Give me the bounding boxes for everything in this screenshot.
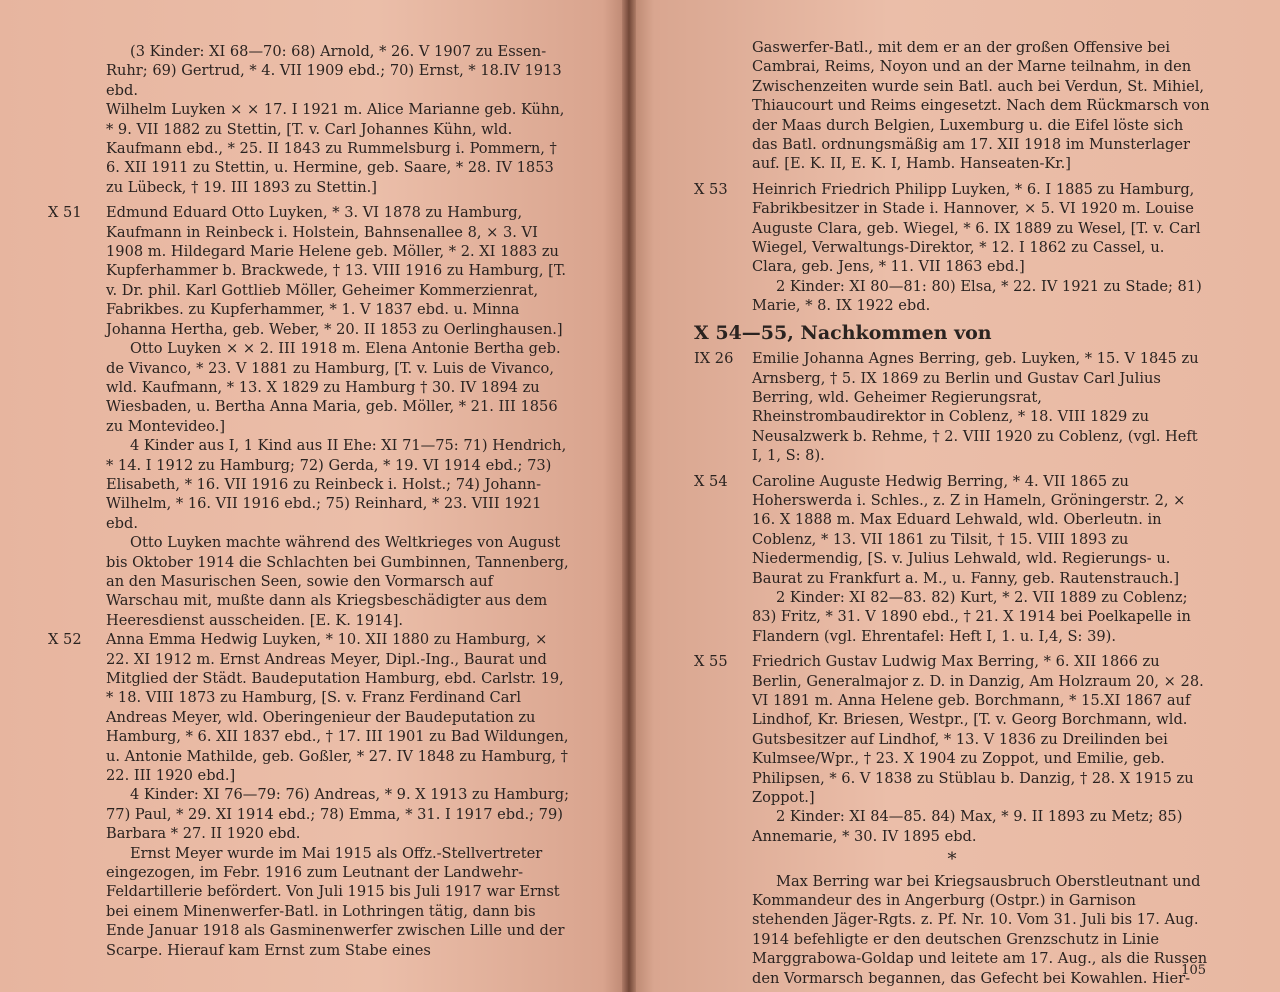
entry-x54 [694, 472, 1210, 588]
paragraph: Max Berring war bei Kriegsausbruch Oberstleutnant und Kommandeur des in Angerburg (Ostpr.) in Garnison stehenden Jäger-Rgts. z. Pf. Nr. 10. Vom 31. Juli bis 17. Aug. 1914 befehligte er den deutschen Grenzschutz in Linie Marggrabowa-Goldap und leitete am 17. Aug., als die Russen den Vormarsch begannen, das Gefecht bei Kowahlen. Hier- [752, 872, 1208, 987]
entry-text: Heinrich Friedrich Philipp Luyken, * 6. I 1885 zu Hamburg, Fabrikbesitzer in Stade i. Hannover, × 5. VI 1920 m. Louise Auguste Clara, geb. Wiegel, * 6. IX 1889 zu Wesel, [T. v. Carl Wiegel, Verwaltungs-Direktor, * 12. I 1862 zu Cassel, u. Clara, geb. Jens, * 11. VII 1863 ebd.] [752, 180, 1201, 276]
page-number: 105 [1181, 963, 1206, 978]
entry-text: Caroline Auguste Hedwig Berring, * 4. VII 1865 zu Hoherswerda i. Schles., z. Z in Hameln, Gröningerstr. 2, × 16. X 1888 m. Max Eduard Lehwald, wld. Oberleutn. in Coblenz, * 13. VII 1861 zu Tilsit, † 15. VIII 1893 zu Niedermendig, [S. v. Julius Lehwald, wld. Regierungs- u. Baurat zu Frankfurt a. M., u. Fanny, geb. Rautenstrauch.] [752, 472, 1186, 587]
paragraph: 2 Kinder: XI 82—83. 82) Kurt, * 2. VII 1889 zu Coblenz; 83) Fritz, * 31. V 1890 ebd., † 21. X 1914 bei Poelkapelle in Flandern (vgl. Ehrentafel: Heft I, 1. u. I,4, S: 39). [752, 588, 1191, 645]
paragraph: Wilhelm Luyken × × 17. I 1921 m. Alice Marianne geb. Kühn, * 9. VII 1882 zu Stettin, [T. v. Carl Johannes Kühn, wld. Kaufmann ebd., * 25. II 1843 zu Rummelsburg i. Pommern, † 6. XII 1911 zu Stettin, u. Hermine, geb. Saare, * 28. IV 1853 zu Lübeck, † 19. III 1893 zu Stettin.] [106, 101, 565, 196]
entry-x55 [694, 652, 1210, 807]
section-heading: X 54—55, Nachkommen von [694, 321, 992, 344]
entry-text: Anna Emma Hedwig Luyken, * 10. XII 1880 zu Hamburg, × 22. XI 1912 m. Ernst Andreas Meyer, Dipl.-Ing., Baurat und Mitglied der Städt. Baudeputation Hamburg, ebd. Carlstr. 19, * 18. VIII 1873 zu Hamburg, [S. v. Franz Ferdinand Carl Andreas Meyer, wld. Oberingenieur der Baudeputation zu Hamburg, * 6. XII 1837 ebd., † 17. III 1901 zu Bad Wildungen, u. Antonie Mathilde, geb. Goßler, * 27. IV 1848 zu Hamburg, † 22. III 1920 ebd.] [106, 631, 569, 785]
paragraph: Otto Luyken × × 2. III 1918 m. Elena Antonie Bertha geb. de Vivanco, * 23. V 1881 zu Hamburg, [T. v. Luis de Vivanco, wld. Kaufmann, * 13. X 1829 zu Hamburg † 30. IV 1894 zu Wiesbaden, u. Bertha Anna Maria, geb. Möller, * 21. III 1856 zu Montevideo.] [106, 340, 561, 435]
entry-number: X 54 [694, 472, 728, 490]
entry-number: X 52 [48, 631, 82, 649]
entry-x51 [48, 203, 570, 339]
entry-ix26 [694, 349, 1210, 465]
paragraph: 2 Kinder: XI 84—85. 84) Max, * 9. II 1893 zu Metz; 85) Annemarie, * 30. IV 1895 ebd. [752, 808, 1183, 845]
paragraph: Ernst Meyer wurde im Mai 1915 als Offz.-Stellvertreter eingezogen, im Febr. 1916 zum Leutnant der Landwehr-Feldartillerie befördert. Von Juli 1915 bis Juli 1917 war Ernst bei einem Minenwerfer-Batl. in Lothringen tätig, dann bis Ende Januar 1918 als Gasminenwerfer zwischen Lille und der Scarpe. Hierauf kam Ernst zum Stabe eines [106, 844, 565, 959]
entry-text: Friedrich Gustav Ludwig Max Berring, * 6. XII 1866 zu Berlin, Generalmajor z. D. in Danzig, Am Holzraum 20, × 28. VI 1891 m. Anna Helene geb. Borchmann, * 15.XI 1867 auf Lindhof, Kr. Briesen, Westpr., [T. v. Georg Borchmann, wld. Gutsbesitzer auf Lindhof, * 13. V 1836 zu Dreilinden bei Kulmsee/Wpr., † 23. X 1904 zu Zoppot, und Emilie, geb. Philipsen, * 6. V 1838 zu Stüblau b. Danzig, † 28. X 1915 zu Zoppot.] [752, 653, 1204, 807]
entry-x52 [48, 630, 570, 785]
paragraph: Otto Luyken machte während des Weltkrieges von August bis Oktober 1914 die Schlachten bei Gumbinnen, Tannenberg, an den Masurischen Seen, sowie den Vormarsch auf Warschau mit, mußte dann als Kriegsbeschädigter aus dem Heeresdienst ausscheiden. [E. K. 1914]. [106, 534, 569, 629]
paragraph: (3 Kinder: XI 68—70: 68) Arnold, * 26. V 1907 zu Essen-Ruhr; 69) Gertrud, * 4. VII 1909 ebd.; 70) Ernst, * 18.IV 1913 ebd. [106, 43, 562, 99]
right-text-column [694, 38, 1210, 988]
entry-x53 [694, 180, 1210, 277]
entry-text: Emilie Johanna Agnes Berring, geb. Luyken, * 15. V 1845 zu Arnsberg, † 5. IX 1869 zu Berlin und Gustav Carl Julius Berring, wld. Geheimer Regierungsrat, Rheinstrombaudirektor in Coblenz, * 18. VIII 1829 zu Neusalzwerk b. Rehme, † 2. VIII 1920 zu Coblenz, (vgl. Heft I, 1, S: 8). [752, 350, 1199, 465]
paragraph: Gaswerfer-Batl., mit dem er an der großen Offensive bei Cambrai, Reims, Noyon und an der Marne teilnahm, in den Zwischenzeiten wurde sein Batl. auch bei Verdun, St. Mihiel, Thiaucourt und Reims eingesetzt. Nach dem Rückmarsch von der Maas durch Belgien, Luxemburg u. die Eifel löste sich das Batl. ordnungsmäßig am 17. XII 1918 im Munsterlager auf. [E. K. II, E. K. I, Hamb. Hanseaten-Kr.] [752, 39, 1210, 173]
paragraph: 2 Kinder: XI 80—81: 80) Elsa, * 22. IV 1921 zu Stade; 81) Marie, * 8. IX 1922 ebd. [752, 277, 1202, 315]
section-divider-star: * [947, 849, 957, 871]
left-page [0, 0, 628, 992]
entry-number: X 55 [694, 653, 728, 671]
paragraph: 4 Kinder: XI 76—79: 76) Andreas, * 9. X 1913 zu Hamburg; 77) Paul, * 29. XI 1914 ebd.; 78) Emma, * 31. I 1917 ebd.; 79) Barbara * 27. II 1920 ebd. [106, 786, 570, 843]
entry-number: IX 26 [694, 350, 734, 368]
book-gutter [622, 0, 636, 992]
left-text-column [48, 42, 570, 960]
entry-number: X 53 [694, 180, 728, 198]
entry-text: Edmund Eduard Otto Luyken, * 3. VI 1878 zu Hamburg, Kaufmann in Reinbeck i. Holstein, Bahnsenallee 8, × 3. VI 1908 m. Hildegard Marie Helene geb. Möller, * 2. XI 1883 zu Kupferhammer b. Brackwede, † 13. VIII 1916 zu Hamburg, [T. v. Dr. phil. Karl Gottlieb Möller, Geheimer Kommerzienrat, Fabrikbes. zu Kupferhammer, * 1. V 1837 ebd. u. Minna Johanna Hertha, geb. Weber, * 20. II 1853 zu Oerlinghausen.] [106, 204, 567, 338]
paragraph: 4 Kinder aus I, 1 Kind aus II Ehe: XI 71—75: 71) Hendrich, * 14. I 1912 zu Hamburg; 72) Gerda, * 19. VI 1914 ebd.; 73) Elisabeth, * 16. VII 1916 zu Reinbeck i. Holst.; 74) Johann-Wilhelm, * 16. VII 1916 ebd.; 75) Reinhard, * 23. VIII 1921 ebd. [106, 437, 567, 532]
right-page [628, 0, 1280, 992]
entry-number: X 51 [48, 204, 82, 222]
